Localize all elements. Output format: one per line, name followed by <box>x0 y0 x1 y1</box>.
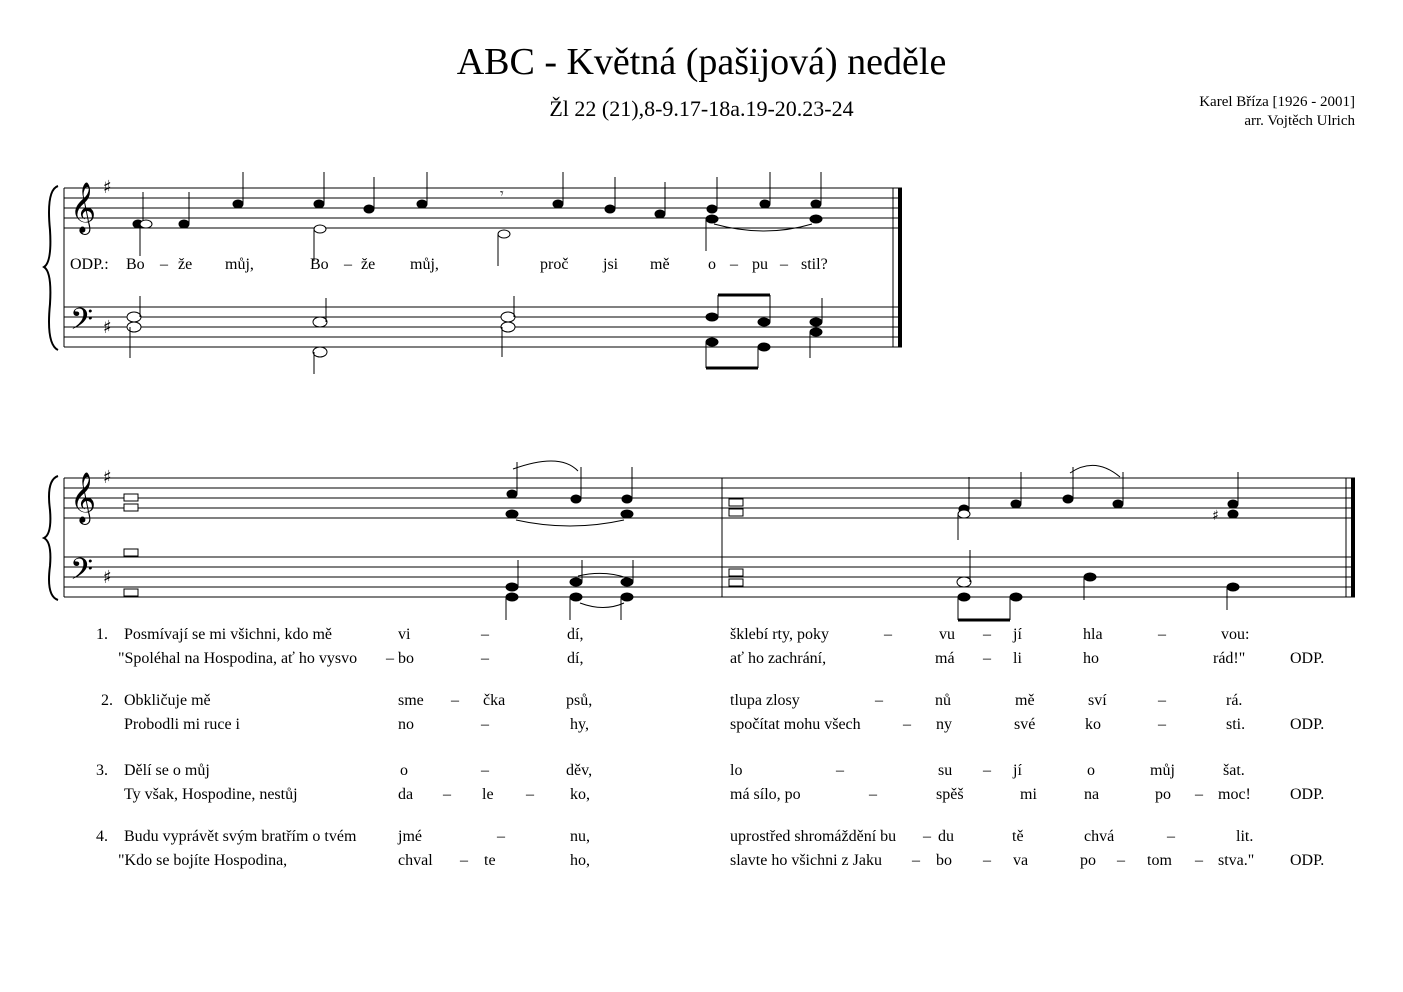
verse-hyphen: – <box>836 762 844 779</box>
verse-number: 2. <box>101 692 113 709</box>
verse-text: "Spoléhal na Hospodina, ať ho vysvo <box>118 650 358 667</box>
refrain-cue: ODP. <box>1290 716 1325 733</box>
lyric-syllable: že <box>178 256 193 273</box>
verse-hyphen: – <box>386 650 394 667</box>
verse-syllable: ho <box>1083 650 1099 667</box>
verse-hyphen: – <box>983 852 991 869</box>
system1-bass-staff <box>64 307 902 347</box>
verse-syllable: šat. <box>1223 762 1245 779</box>
verse-text: Obkličuje mě <box>124 692 211 709</box>
lyric-hyphen: – <box>344 256 352 273</box>
bass-clef-icon: 𝄢 <box>70 553 94 594</box>
psalm-reference: Žl 22 (21),8-9.17-18a.19-20.23-24 <box>549 96 854 121</box>
verse-syllable: sme <box>398 692 424 709</box>
svg-text:𝄾: 𝄾 <box>500 186 504 202</box>
verse-hyphen: – <box>443 786 451 803</box>
verse-text: ať ho zachrání, <box>730 650 827 667</box>
system2-notes <box>124 461 1239 620</box>
verse-syllable: po <box>1080 852 1096 869</box>
verse-syllable: lo <box>730 762 743 779</box>
verse-hyphen: – <box>884 626 892 643</box>
verse-hyphen: – <box>481 762 489 779</box>
verse-number: 3. <box>96 762 108 779</box>
verse-syllable: vu <box>939 626 955 643</box>
verse-hyphen: – <box>481 716 489 733</box>
verse-syllable: jí <box>1013 626 1022 643</box>
verse-hyphen: – <box>481 650 489 667</box>
verse-hyphen: – <box>526 786 534 803</box>
note <box>655 182 665 218</box>
verse-hyphen: – <box>912 852 920 869</box>
verse-hyphen: – <box>983 762 991 779</box>
verse-text: Dělí se o můj <box>124 762 210 779</box>
verse-number: 1. <box>96 626 108 643</box>
verse-syllable: jí <box>1013 762 1022 779</box>
verse-syllable: spěš <box>936 786 964 803</box>
verse-syllable: své <box>1014 716 1036 733</box>
verse-2 <box>0 692 1403 742</box>
lyric-syllable: pu <box>752 256 768 273</box>
verse-text: Budu vyprávět svým bratřím o tvém <box>124 828 357 845</box>
note <box>179 192 189 228</box>
verse-syllable: děv, <box>566 762 593 779</box>
verse-syllable: dí, <box>567 650 584 667</box>
treble-clef-icon: 𝄞 <box>70 182 97 233</box>
verse-syllable: chval <box>398 852 433 869</box>
verse-syllable: psů, <box>566 692 593 709</box>
verse-syllable: ko <box>1085 716 1101 733</box>
verse-syllable: čka <box>483 692 506 709</box>
refrain-cue: ODP. <box>1290 650 1325 667</box>
system2-treble-staff <box>64 478 1355 518</box>
note <box>811 172 821 208</box>
verse-syllable: va <box>1013 852 1029 869</box>
refrain-label: ODP.: <box>70 256 109 273</box>
note <box>314 172 324 208</box>
sharp-key-icon: ♯ <box>103 177 112 198</box>
lyric-syllable: proč <box>540 256 569 273</box>
verse-3 <box>0 762 1403 812</box>
verse-syllable: mě <box>1015 692 1035 709</box>
system1-treble-staff <box>64 188 902 228</box>
verse-syllable: no <box>398 716 414 733</box>
verse-text: spočítat mohu všech <box>730 716 861 733</box>
sharp-key-icon: ♯ <box>103 317 112 338</box>
verse-syllable: vi <box>398 626 411 643</box>
verse-syllable: li <box>1013 650 1022 667</box>
verse-syllable: rád!" <box>1213 650 1246 667</box>
verse-hyphen: – <box>451 692 459 709</box>
sharp-key-icon: ♯ <box>103 567 112 588</box>
verse-syllable: rá. <box>1226 692 1243 709</box>
verse-syllable: stva." <box>1218 852 1255 869</box>
note <box>707 177 717 213</box>
bass-clef-icon: 𝄢 <box>70 303 94 344</box>
verse-syllable: le <box>482 786 494 803</box>
verse-text: "Kdo se bojíte Hospodina, <box>118 852 288 869</box>
verse-hyphen: – <box>903 716 911 733</box>
verse-1 <box>0 626 1403 676</box>
verse-syllable: chvá <box>1084 828 1115 845</box>
verse-hyphen: – <box>1158 626 1166 643</box>
verse-syllable: nu, <box>570 828 590 845</box>
verse-syllable: te <box>484 852 496 869</box>
verse-syllable: na <box>1084 786 1100 803</box>
verse-syllable: sti. <box>1226 716 1246 733</box>
verse-syllable: du <box>938 828 954 845</box>
verse-syllable: ko, <box>570 786 590 803</box>
arranger-name: arr. Vojtěch Ulrich <box>1244 113 1355 129</box>
verse-syllable: sví <box>1088 692 1107 709</box>
verse-syllable: ho, <box>570 852 590 869</box>
note <box>605 177 615 213</box>
verse-hyphen: – <box>1195 852 1203 869</box>
verse-syllable: jmé <box>398 828 422 845</box>
verse-hyphen: – <box>869 786 877 803</box>
verse-text: uprostřed shromáždění bu <box>730 828 897 845</box>
lyric-syllable: jsi <box>603 256 619 273</box>
lyric-syllable: o <box>708 256 716 273</box>
verse-hyphen: – <box>1117 852 1125 869</box>
verse-hyphen: – <box>481 626 489 643</box>
verse-text: Posmívají se mi všichni, kdo mě <box>124 626 332 643</box>
refrain-cue: ODP. <box>1290 852 1325 869</box>
verse-text: Probodli mi ruce i <box>124 716 240 733</box>
verse-hyphen: – <box>1158 716 1166 733</box>
verse-hyphen: – <box>460 852 468 869</box>
verse-syllable: hla <box>1083 626 1103 643</box>
verse-text: slavte ho všichni z Jaku <box>730 852 882 869</box>
note <box>553 172 563 208</box>
verse-syllable: o <box>400 762 408 779</box>
sharp-key-icon: ♯ <box>103 467 112 488</box>
note <box>233 172 243 208</box>
verse-text: šklebí rty, poky <box>730 626 829 643</box>
lyric-syllable: můj, <box>410 256 439 273</box>
lyric-hyphen: – <box>780 256 788 273</box>
lyric-syllable: Bo <box>310 256 329 273</box>
lyric-syllable: stil? <box>801 256 828 273</box>
note <box>417 172 427 208</box>
system2-bass-staff <box>64 557 1355 597</box>
verse-syllable: má <box>935 650 955 667</box>
verse-hyphen: – <box>1158 692 1166 709</box>
verse-syllable: hy, <box>570 716 589 733</box>
verse-syllable: nů <box>935 692 951 709</box>
verse-syllable: moc! <box>1218 786 1251 803</box>
lyric-hyphen: – <box>160 256 168 273</box>
verse-syllable: su <box>938 762 953 779</box>
verse-syllable: můj <box>1150 762 1175 779</box>
verse-syllable: tě <box>1012 828 1024 845</box>
note <box>760 172 770 208</box>
verse-syllable: vou: <box>1221 626 1250 643</box>
verse-syllable: mi <box>1020 786 1037 803</box>
composer-name: Karel Bříza [1926 - 2001] <box>1199 94 1355 110</box>
verse-syllable: lit. <box>1236 828 1254 845</box>
svg-text:♯: ♯ <box>1212 508 1219 524</box>
verse-syllable: po <box>1155 786 1171 803</box>
treble-clef-icon: 𝄞 <box>70 472 97 523</box>
verse-number: 4. <box>96 828 108 845</box>
verse-syllable: da <box>398 786 414 803</box>
verse-syllable: tom <box>1147 852 1172 869</box>
verse-syllable: o <box>1087 762 1095 779</box>
verse-hyphen: – <box>923 828 931 845</box>
lyric-syllable: můj, <box>225 256 254 273</box>
verse-syllable: bo <box>398 650 414 667</box>
lyric-syllable: mě <box>650 256 670 273</box>
refrain-cue: ODP. <box>1290 786 1325 803</box>
verse-text: Ty však, Hospodine, nestůj <box>124 786 298 803</box>
verse-text: tlupa zlosy <box>730 692 800 709</box>
verse-hyphen: – <box>1167 828 1175 845</box>
verse-syllable: ny <box>936 716 952 733</box>
note <box>364 177 374 213</box>
verse-hyphen: – <box>983 626 991 643</box>
lyric-syllable: že <box>361 256 376 273</box>
lyric-hyphen: – <box>730 256 738 273</box>
verse-hyphen: – <box>983 650 991 667</box>
verse-syllable: dí, <box>567 626 584 643</box>
lyric-syllable: Bo <box>126 256 145 273</box>
verse-text: má sílo, po <box>730 786 801 803</box>
verse-hyphen: – <box>875 692 883 709</box>
verse-4 <box>0 828 1403 878</box>
verse-syllable: bo <box>936 852 952 869</box>
page-title: ABC - Květná (pašijová) neděle <box>456 41 947 83</box>
verse-hyphen: – <box>1195 786 1203 803</box>
verse-hyphen: – <box>497 828 505 845</box>
